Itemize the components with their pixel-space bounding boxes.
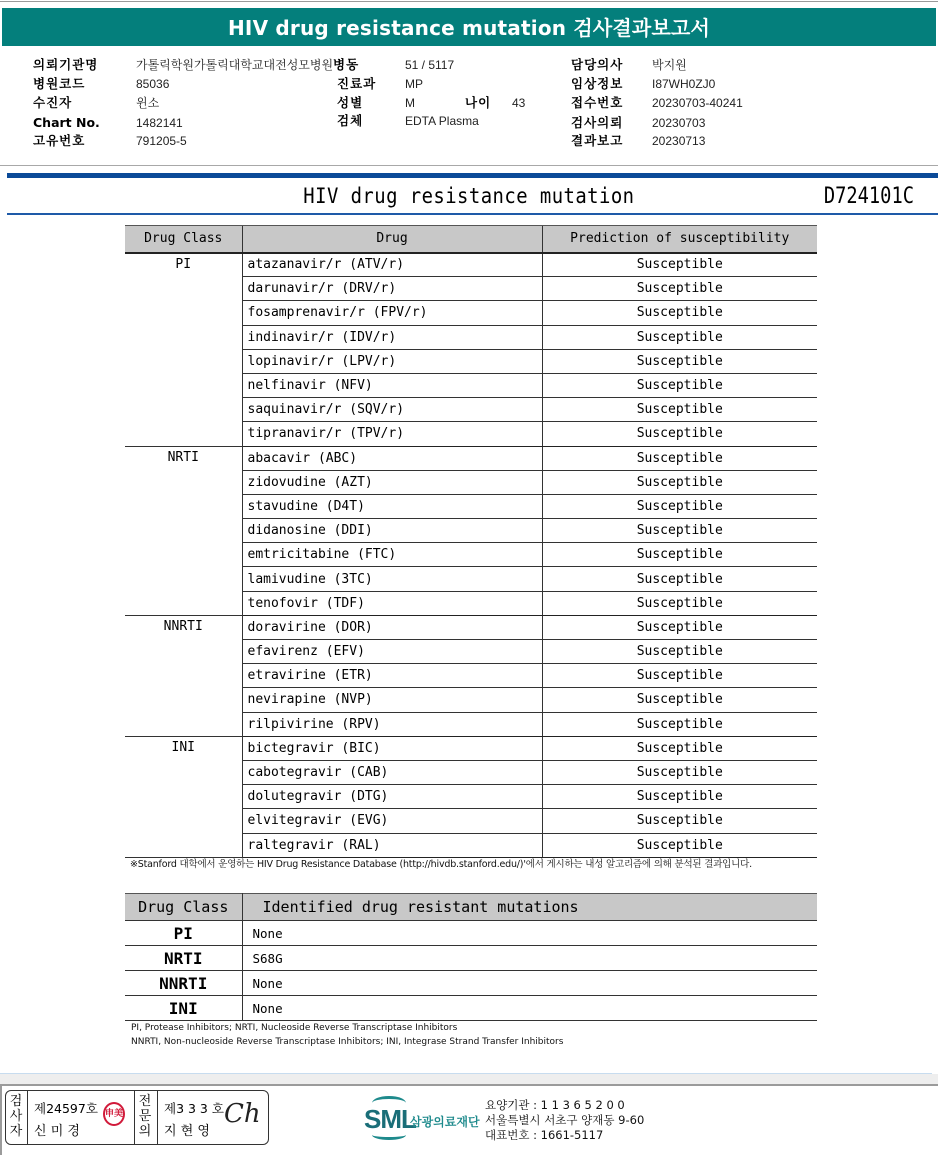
cell-class: PI [125, 921, 242, 946]
cell-prediction: Susceptible [542, 446, 817, 470]
cell-prediction: Susceptible [542, 688, 817, 712]
table-row [125, 946, 817, 971]
cell-prediction: Susceptible [542, 349, 817, 373]
sml-logo: SML 삼광의료재단 [364, 1096, 484, 1142]
org-line: 요양기관 : 1 1 3 6 5 2 0 0 [485, 1098, 625, 1112]
label-test-requested: 검사의뢰 [571, 115, 624, 130]
value-result-reported: 20230713 [652, 134, 706, 148]
org-line: 대표번호 : 1661-5117 [485, 1128, 604, 1142]
cell-prediction: Susceptible [542, 760, 817, 784]
abbreviation-line: PI, Protease Inhibitors; NRTI, Nucleoside Reverse Transcriptase Inhibitors [131, 1023, 458, 1033]
abbreviation-line: NNRTI, Non-nucleoside Reverse Transcriptase Inhibitors; INI, Integrase Strand Transfer Inhibitors [131, 1037, 564, 1047]
cell-drug: emtricitabine (FTC) [242, 543, 542, 567]
cell-prediction: Susceptible [542, 277, 817, 301]
table-row [125, 615, 817, 639]
label-chart-no: Chart No. [33, 115, 100, 130]
label-department: 진료과 [337, 76, 377, 91]
abbreviation-notes [131, 1021, 563, 1049]
value-hospital-code: 85036 [136, 77, 170, 91]
cell-drug: etravirine (ETR) [242, 664, 542, 688]
value-physician: 박지원 [652, 58, 687, 72]
signature-icon: Ch [224, 1099, 261, 1129]
label-patient: 수진자 [33, 95, 73, 110]
examiner-label: 검 사 자 [9, 1094, 23, 1139]
label-specimen: 검체 [337, 113, 364, 128]
cell-prediction: Susceptible [542, 567, 817, 591]
cell-prediction: Susceptible [542, 785, 817, 809]
top-border [0, 1, 938, 2]
label-result-reported: 결과보고 [571, 133, 624, 148]
report-title-bar: HIV drug resistance mutation 검사결과보고서 [2, 8, 936, 46]
cell-mutations: None [242, 996, 817, 1021]
table-row [125, 921, 817, 946]
header-mutations: Identified drug resistant mutations [242, 894, 817, 921]
examiner-name: 신 미 경 [34, 1124, 80, 1139]
cell-class: INI [125, 996, 242, 1021]
divider-blue-thick [7, 173, 938, 178]
section-title: HIV drug resistance mutation [303, 184, 635, 208]
cell-drug: tipranavir/r (TPV/r) [242, 422, 542, 446]
divider [0, 165, 938, 166]
specialist-name: 지 현 영 [164, 1124, 210, 1139]
cell-drug: indinavir/r (IDV/r) [242, 325, 542, 349]
label-hospital-code: 병원코드 [33, 76, 86, 91]
table-row [125, 253, 817, 277]
cell-drug: atazanavir/r (ATV/r) [242, 253, 542, 277]
org-line: 서울특별시 서초구 양재동 9-60 [485, 1113, 645, 1127]
cell-mutations: None [242, 921, 817, 946]
cell-drug: doravirine (DOR) [242, 615, 542, 639]
cell-drug: dolutegravir (DTG) [242, 785, 542, 809]
examiner-license: 제24597호 [34, 1101, 98, 1116]
specialist-label: 전 문 의 [138, 1094, 152, 1139]
value-patient: 윈소 [136, 96, 160, 110]
cell-prediction: Susceptible [542, 664, 817, 688]
cell-prediction: Susceptible [542, 470, 817, 494]
cell-drug: didanosine (DDI) [242, 519, 542, 543]
cell-drug: elvitegravir (EVG) [242, 809, 542, 833]
table-row [125, 446, 817, 470]
table-row [125, 996, 817, 1021]
header-prediction: Prediction of susceptibility [542, 226, 817, 253]
cell-mutations: S68G [242, 946, 817, 971]
value-specimen: EDTA Plasma [405, 114, 479, 128]
cell-drug: lamivudine (3TC) [242, 567, 542, 591]
organization-info [485, 1098, 644, 1143]
cell-prediction: Susceptible [542, 736, 817, 760]
cell-class: NRTI [125, 946, 242, 971]
examiner-seal-icon: 申美 [103, 1102, 125, 1126]
label-sex: 성별 [337, 95, 364, 110]
cell-drug: zidovudine (AZT) [242, 470, 542, 494]
value-requesting-institution: 가톨릭학원가톨릭대학교대전성모병원 [136, 58, 334, 72]
cell-drug: bictegravir (BIC) [242, 736, 542, 760]
label-accession-no: 접수번호 [571, 95, 624, 110]
cell-prediction: Susceptible [542, 519, 817, 543]
cell-prediction: Susceptible [542, 253, 817, 277]
value-department: MP [405, 77, 423, 91]
label-clinical-info: 임상정보 [571, 76, 624, 91]
cell-prediction: Susceptible [542, 398, 817, 422]
value-chart-no: 1482141 [136, 116, 183, 130]
footer-band [0, 1074, 938, 1086]
logo-name: 삼광의료재단 [410, 1115, 480, 1129]
cell-drug: stavudine (D4T) [242, 494, 542, 518]
susceptibility-table [125, 225, 817, 858]
cell-drug: efavirenz (EFV) [242, 640, 542, 664]
label-requesting-institution: 의뢰기관명 [33, 57, 99, 72]
table-header-row [125, 894, 817, 921]
cell-drug: tenofovir (TDF) [242, 591, 542, 615]
susceptibility-table-body [125, 253, 817, 858]
cell-prediction: Susceptible [542, 615, 817, 639]
value-sex: M [405, 96, 415, 110]
value-clinical-info: I87WH0ZJ0 [652, 77, 716, 91]
cell-drug: lopinavir/r (LPV/r) [242, 349, 542, 373]
table-header-row [125, 226, 817, 253]
value-age: 43 [512, 96, 526, 110]
cell-prediction: Susceptible [542, 591, 817, 615]
label-ward: 병동 [333, 57, 360, 72]
cell-drug-class: PI [125, 253, 242, 447]
cell-drug: abacavir (ABC) [242, 446, 542, 470]
cell-prediction: Susceptible [542, 373, 817, 397]
cell-drug: rilpivirine (RPV) [242, 712, 542, 736]
logo-arc-icon [372, 1130, 406, 1140]
cell-prediction: Susceptible [542, 809, 817, 833]
stanford-note: ※Stanford 대학에서 운영하는 HIV Drug Resistance Database (http://hivdb.stanford.edu/)'에서 게시하는 내성 알고리즘에 의해 분석된 결과입니다. [130, 859, 752, 870]
cell-drug: saquinavir/r (SQV/r) [242, 398, 542, 422]
value-unique-id: 791205-5 [136, 134, 187, 148]
label-unique-id: 고유번호 [33, 133, 86, 148]
cell-prediction: Susceptible [542, 640, 817, 664]
divider-blue-thin [7, 213, 938, 215]
cell-drug: darunavir/r (DRV/r) [242, 277, 542, 301]
cell-prediction: Susceptible [542, 833, 817, 857]
table-row [125, 736, 817, 760]
cell-prediction: Susceptible [542, 301, 817, 325]
signature-box [5, 1090, 269, 1145]
cell-drug-class: NRTI [125, 446, 242, 615]
header-drug: Drug [242, 226, 542, 253]
header-drug-class: Drug Class [125, 226, 242, 253]
specialist-license: 제3 3 3 호 [164, 1101, 224, 1116]
label-age: 나이 [465, 95, 492, 110]
table-row [125, 971, 817, 996]
cell-drug: nevirapine (NVP) [242, 688, 542, 712]
cell-drug: cabotegravir (CAB) [242, 760, 542, 784]
cell-prediction: Susceptible [542, 325, 817, 349]
cell-mutations: None [242, 971, 817, 996]
cell-drug-class: NNRTI [125, 615, 242, 736]
header-drug-class: Drug Class [125, 894, 242, 921]
value-ward: 51 / 5117 [405, 58, 455, 72]
cell-drug: nelfinavir (NFV) [242, 373, 542, 397]
cell-prediction: Susceptible [542, 422, 817, 446]
value-accession-no: 20230703-40241 [652, 96, 743, 110]
label-physician: 담당의사 [571, 57, 624, 72]
cell-class: NNRTI [125, 971, 242, 996]
value-test-requested: 20230703 [652, 116, 706, 130]
mutation-table [125, 893, 817, 1021]
test-code: D724101C [823, 184, 914, 209]
cell-drug: fosamprenavir/r (FPV/r) [242, 301, 542, 325]
cell-drug: raltegravir (RAL) [242, 833, 542, 857]
cell-prediction: Susceptible [542, 494, 817, 518]
cell-prediction: Susceptible [542, 712, 817, 736]
footer-edge [0, 1086, 2, 1155]
cell-prediction: Susceptible [542, 543, 817, 567]
cell-drug-class: INI [125, 736, 242, 857]
